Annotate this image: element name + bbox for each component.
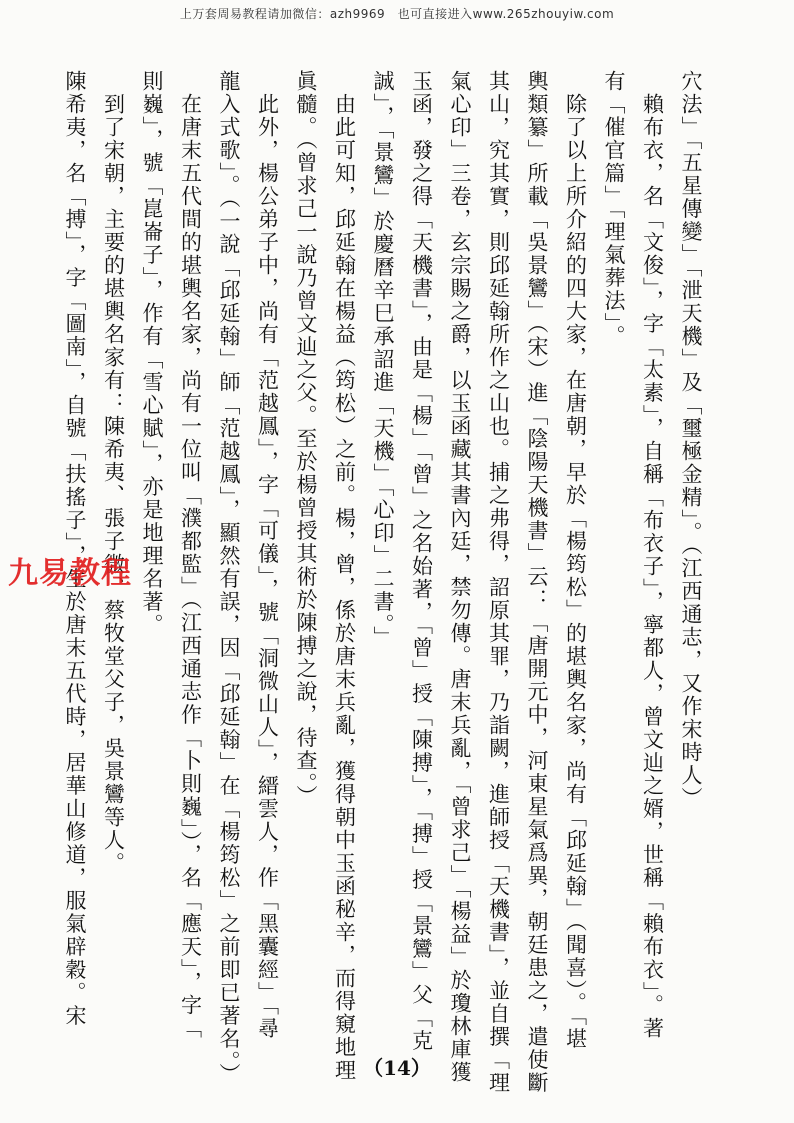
text-column: 氣心印」三卷，玄宗賜之爵，以玉函藏其書內廷，禁勿傳。唐末兵亂，「曾求己」「楊益」於瓊林庫獲 (448, 70, 472, 1084)
text-column: 有「催官篇」「理氣葬法」。 (602, 70, 626, 348)
text-column: 則巍」，號「崑崙子」，作有「雪心賦」，亦是地理名著。 (140, 70, 164, 637)
watermark-logo: 九易教程 (8, 556, 132, 591)
page-header-ad: 上万套周易教程请加微信：azh9969 也可直接进入www.265zhouyiw.com (179, 7, 615, 21)
text-column: 玉函，發之得「天機書」，由是「楊」「曾」之名始著，「曾」授「陳搏」，「搏」授「景鸞」父「克 (409, 70, 434, 1053)
text-column: 賴布衣，名「文俊」，字「太素」，自稱「布衣子」，寧都人，曾文辿之婿，世稱「賴布衣」。著 (640, 70, 665, 1040)
text-column: 到了宋朝，主要的堪輿名家有：陳希夷、張子微、蔡牧堂父子，吳景鸞等人。 (101, 70, 126, 875)
text-column: 由此可知，邱延翰在楊益（筠松）之前。楊，曾，係於唐末兵亂，獲得朝中玉函秘辛，而得窺地理 (332, 70, 357, 1082)
text-column: 在唐末五代間的堪輿名家，尚有一位叫「濮都監」（江西通志作「卜則巍」），名「應天」，字「 (178, 70, 203, 1040)
text-column: 其山，究其實，則邱延翰所作之山也。捕之弗得，詔原其罪，乃詣闕，進師授「天機書」，並自撰「理 (486, 70, 511, 1095)
text-column: 除了以上所介紹的四大家，在唐朝，早於「楊筠松」的堪輿名家，尚有「邱延翰」（聞喜）。「堪 (563, 70, 588, 1051)
text-column: 此外，楊公弟子中，尚有「范越鳳」，字「可儀」，號「洞微山人」，縉雲人，作「黑囊經」「尋 (255, 70, 280, 1040)
page-number: （14） (363, 1056, 431, 1080)
text-column: 眞髓。（曾求己一說乃曾文辿之父。至於楊曾授其術於陳搏之說，待查。） (294, 70, 318, 808)
text-column: 陳希夷，名「搏」，字「圖南」，自號「扶搖子」，生於唐末五代時，居華山修道，服氣辟穀。宋 (63, 70, 87, 1028)
text-column: 龍入式歌」。（一說「邱延翰」師「范越鳳」，顯然有誤，因「邱延翰」在「楊筠松」之前即已著名。） (217, 70, 241, 1086)
text-column: 穴法」「五星傳變」「泄天機」及「璽極金精」。（江西通志，又作宋時人） (679, 70, 703, 810)
text-column: 輿類纂」所載「吳景鸞」（宋）進「陰陽天機書」云：「唐開元中，河東星氣爲異，朝廷患之，遣使斷 (525, 70, 549, 1095)
text-column: 誠」，「景鸞」於慶曆辛巳承詔進「天機」「心印」二書。」 (371, 70, 395, 649)
